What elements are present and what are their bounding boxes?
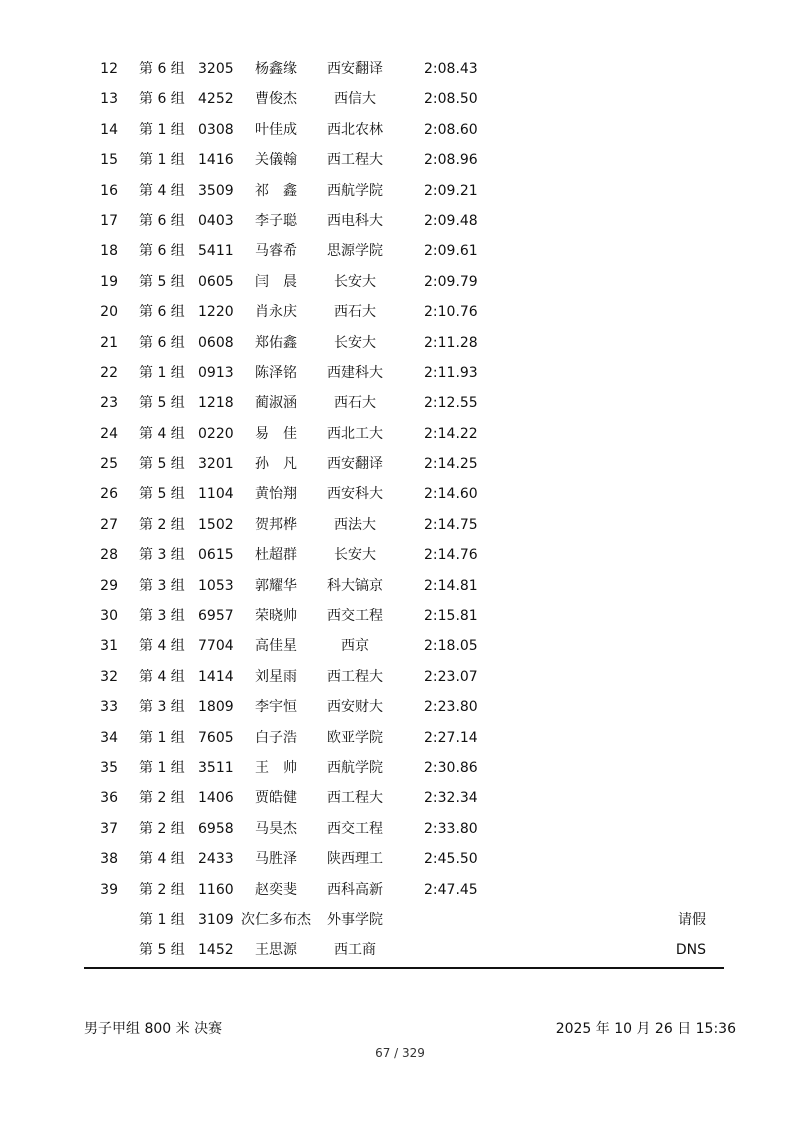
group-cell: 第 4 组	[139, 851, 185, 868]
unit-cell: 西工程大	[327, 152, 383, 169]
name-cell: 杨鑫缘	[255, 61, 297, 77]
table-row	[0, 601, 800, 631]
table-row	[0, 814, 800, 844]
table-row	[0, 723, 800, 753]
group-cell: 第 1 组	[139, 364, 185, 381]
name-cell: 叶佳成	[255, 121, 297, 138]
name-cell: 黄怡翔	[255, 486, 297, 503]
rank-cell: 25	[100, 456, 118, 473]
unit-cell: 欧亚学院	[327, 729, 383, 746]
bib-cell: 1809	[198, 699, 234, 716]
rank-cell: 14	[100, 121, 118, 138]
group-cell: 第 6 组	[139, 61, 185, 77]
group-cell: 第 6 组	[139, 91, 185, 108]
table-row	[0, 692, 800, 722]
table-row	[0, 753, 800, 783]
rank-cell: 23	[100, 395, 118, 412]
unit-cell: 西安科大	[327, 486, 383, 503]
table-row	[0, 449, 800, 479]
bib-cell: 5411	[198, 243, 234, 260]
unit-cell: 西工程大	[327, 790, 383, 807]
table-row	[0, 297, 800, 327]
group-cell: 第 3 组	[139, 547, 185, 564]
unit-cell: 西电科大	[327, 212, 383, 229]
rank-cell: 27	[100, 516, 118, 533]
unit-cell: 思源学院	[327, 243, 383, 260]
time-cell: 2:14.81	[424, 577, 478, 594]
unit-cell: 西北工大	[327, 425, 383, 442]
bib-cell: 7704	[198, 638, 234, 655]
group-cell: 第 6 组	[139, 243, 185, 260]
table-row	[0, 571, 800, 601]
table-row	[0, 479, 800, 509]
time-cell: 2:23.80	[424, 699, 478, 716]
name-cell: 赵奕斐	[255, 881, 297, 898]
bib-cell: 0605	[198, 273, 234, 290]
group-cell: 第 2 组	[139, 790, 185, 807]
time-cell: 2:08.60	[424, 121, 478, 138]
time-cell: 2:08.96	[424, 152, 478, 169]
name-cell: 马胜泽	[255, 851, 297, 868]
name-cell: 闫 晨	[255, 273, 297, 290]
time-cell: 2:12.55	[424, 395, 478, 412]
name-cell: 陈泽铭	[255, 364, 297, 381]
table-row	[0, 236, 800, 266]
group-cell: 第 5 组	[139, 942, 185, 959]
bib-cell: 3509	[198, 182, 234, 199]
bib-cell: 3511	[198, 759, 234, 776]
rank-cell: 33	[100, 699, 118, 716]
table-row	[0, 388, 800, 418]
group-cell: 第 1 组	[139, 121, 185, 138]
unit-cell: 西信大	[334, 91, 376, 108]
bib-cell: 3109	[198, 911, 234, 928]
unit-cell: 长安大	[334, 334, 376, 351]
bib-cell: 0913	[198, 364, 234, 381]
rank-cell: 29	[100, 577, 118, 594]
bib-cell: 3205	[198, 61, 234, 77]
time-cell: 2:27.14	[424, 729, 478, 746]
rank-cell: 21	[100, 334, 118, 351]
group-cell: 第 3 组	[139, 577, 185, 594]
group-cell: 第 5 组	[139, 273, 185, 290]
time-cell: 2:14.75	[424, 516, 478, 533]
time-cell: 2:45.50	[424, 851, 478, 868]
name-cell: 李宇恒	[255, 699, 297, 716]
time-cell: 2:10.76	[424, 304, 478, 321]
table-row	[0, 844, 800, 874]
group-cell: 第 4 组	[139, 425, 185, 442]
table-row	[0, 176, 800, 206]
group-cell: 第 5 组	[139, 456, 185, 473]
group-cell: 第 1 组	[139, 729, 185, 746]
time-cell: 2:47.45	[424, 881, 478, 898]
name-cell: 王思源	[255, 942, 297, 959]
name-cell: 曹俊杰	[255, 91, 297, 108]
time-cell: 2:09.48	[424, 212, 478, 229]
name-cell: 易 佳	[255, 425, 297, 442]
time-cell: 2:11.28	[424, 334, 478, 351]
unit-cell: 长安大	[334, 273, 376, 290]
print-datetime: 2025 年 10 月 26 日 15:36	[555, 1021, 736, 1037]
bib-cell: 1416	[198, 152, 234, 169]
name-cell: 祁 鑫	[255, 182, 297, 199]
rank-cell: 20	[100, 304, 118, 321]
group-cell: 第 4 组	[139, 182, 185, 199]
time-cell: 2:11.93	[424, 364, 478, 381]
time-cell: 2:14.60	[424, 486, 478, 503]
unit-cell: 西安翻译	[327, 456, 383, 473]
unit-cell: 科大镐京	[327, 577, 383, 594]
table-row	[0, 206, 800, 236]
bib-cell: 1502	[198, 516, 234, 533]
time-cell: 2:14.76	[424, 547, 478, 564]
unit-cell: 西科高新	[327, 881, 383, 898]
rank-cell: 12	[100, 61, 118, 77]
table-row	[0, 935, 800, 965]
table-row	[0, 510, 800, 540]
name-cell: 杜超群	[255, 547, 297, 564]
time-cell: 2:14.25	[424, 456, 478, 473]
table-row	[0, 115, 800, 145]
name-cell: 次仁多布杰	[241, 911, 311, 928]
unit-cell: 西工商	[334, 942, 376, 959]
name-cell: 白子浩	[255, 729, 297, 746]
group-cell: 第 1 组	[139, 911, 185, 928]
group-cell: 第 6 组	[139, 334, 185, 351]
time-cell: 2:32.34	[424, 790, 478, 807]
bib-cell: 4252	[198, 91, 234, 108]
rank-cell: 39	[100, 881, 118, 898]
name-cell: 贾皓健	[255, 790, 297, 807]
unit-cell: 西法大	[334, 516, 376, 533]
bib-cell: 0608	[198, 334, 234, 351]
group-cell: 第 4 组	[139, 668, 185, 685]
results-table	[0, 54, 800, 966]
rank-cell: 38	[100, 851, 118, 868]
bib-cell: 0615	[198, 547, 234, 564]
rank-cell: 16	[100, 182, 118, 199]
time-cell: 2:08.50	[424, 91, 478, 108]
bib-cell: 1218	[198, 395, 234, 412]
table-row	[0, 540, 800, 570]
time-cell: 2:30.86	[424, 759, 478, 776]
group-cell: 第 6 组	[139, 212, 185, 229]
rank-cell: 31	[100, 638, 118, 655]
rank-cell: 37	[100, 820, 118, 837]
note-cell: DNS	[675, 942, 706, 959]
bib-cell: 7605	[198, 729, 234, 746]
unit-cell: 西航学院	[327, 759, 383, 776]
bib-cell: 6958	[198, 820, 234, 837]
table-row	[0, 84, 800, 114]
bib-cell: 3201	[198, 456, 234, 473]
table-bottom-rule	[84, 967, 724, 969]
unit-cell: 外事学院	[327, 911, 383, 928]
name-cell: 关儀翰	[255, 152, 297, 169]
name-cell: 李子聪	[255, 212, 297, 229]
unit-cell: 西京	[341, 638, 369, 655]
table-row	[0, 54, 800, 84]
table-row	[0, 328, 800, 358]
rank-cell: 30	[100, 608, 118, 625]
name-cell: 马昊杰	[255, 820, 297, 837]
name-cell: 荣晓帅	[255, 608, 297, 625]
page-number: 67 / 329	[375, 1046, 425, 1060]
bib-cell: 2433	[198, 851, 234, 868]
group-cell: 第 3 组	[139, 608, 185, 625]
bib-cell: 1160	[198, 881, 234, 898]
time-cell: 2:18.05	[424, 638, 478, 655]
unit-cell: 长安大	[334, 547, 376, 564]
table-row	[0, 875, 800, 905]
name-cell: 孙 凡	[255, 456, 297, 473]
rank-cell: 17	[100, 212, 118, 229]
bib-cell: 1104	[198, 486, 234, 503]
bib-cell: 1414	[198, 668, 234, 685]
time-cell: 2:14.22	[424, 425, 478, 442]
group-cell: 第 1 组	[139, 759, 185, 776]
table-row	[0, 419, 800, 449]
bib-cell: 1452	[198, 942, 234, 959]
table-row	[0, 267, 800, 297]
time-cell: 2:33.80	[424, 820, 478, 837]
table-row	[0, 905, 800, 935]
group-cell: 第 5 组	[139, 395, 185, 412]
rank-cell: 24	[100, 425, 118, 442]
table-row	[0, 631, 800, 661]
note-cell: 请假	[678, 911, 706, 928]
name-cell: 蔺淑涵	[255, 395, 297, 412]
unit-cell: 西北农林	[327, 121, 383, 138]
rank-cell: 26	[100, 486, 118, 503]
bib-cell: 0308	[198, 121, 234, 138]
time-cell: 2:23.07	[424, 668, 478, 685]
unit-cell: 西交工程	[327, 820, 383, 837]
rank-cell: 32	[100, 668, 118, 685]
rank-cell: 15	[100, 152, 118, 169]
table-row	[0, 662, 800, 692]
rank-cell: 35	[100, 759, 118, 776]
name-cell: 贺邦桦	[255, 516, 297, 533]
group-cell: 第 6 组	[139, 304, 185, 321]
group-cell: 第 4 组	[139, 638, 185, 655]
table-row	[0, 145, 800, 175]
table-row	[0, 358, 800, 388]
group-cell: 第 2 组	[139, 820, 185, 837]
unit-cell: 西石大	[334, 395, 376, 412]
name-cell: 高佳星	[255, 638, 297, 655]
rank-cell: 34	[100, 729, 118, 746]
rank-cell: 28	[100, 547, 118, 564]
unit-cell: 西工程大	[327, 668, 383, 685]
rank-cell: 19	[100, 273, 118, 290]
bib-cell: 1220	[198, 304, 234, 321]
name-cell: 刘星雨	[255, 668, 297, 685]
unit-cell: 西航学院	[327, 182, 383, 199]
group-cell: 第 1 组	[139, 152, 185, 169]
bib-cell: 1406	[198, 790, 234, 807]
table-row	[0, 783, 800, 813]
group-cell: 第 3 组	[139, 699, 185, 716]
group-cell: 第 2 组	[139, 881, 185, 898]
bib-cell: 6957	[198, 608, 234, 625]
unit-cell: 西安翻译	[327, 61, 383, 77]
time-cell: 2:08.43	[424, 61, 478, 77]
time-cell: 2:09.79	[424, 273, 478, 290]
group-cell: 第 5 组	[139, 486, 185, 503]
name-cell: 郭耀华	[255, 577, 297, 594]
unit-cell: 西安财大	[327, 699, 383, 716]
group-cell: 第 2 组	[139, 516, 185, 533]
rank-cell: 36	[100, 790, 118, 807]
time-cell: 2:15.81	[424, 608, 478, 625]
rank-cell: 13	[100, 91, 118, 108]
unit-cell: 西建科大	[327, 364, 383, 381]
name-cell: 马睿希	[255, 243, 297, 260]
bib-cell: 1053	[198, 577, 234, 594]
rank-cell: 18	[100, 243, 118, 260]
name-cell: 王 帅	[255, 759, 297, 776]
bib-cell: 0403	[198, 212, 234, 229]
unit-cell: 陕西理工	[327, 851, 383, 868]
name-cell: 郑佑鑫	[255, 334, 297, 351]
event-title: 男子甲组 800 米 决赛	[84, 1021, 223, 1037]
name-cell: 肖永庆	[255, 304, 297, 321]
time-cell: 2:09.61	[424, 243, 478, 260]
rank-cell: 22	[100, 364, 118, 381]
time-cell: 2:09.21	[424, 182, 478, 199]
unit-cell: 西石大	[334, 304, 376, 321]
unit-cell: 西交工程	[327, 608, 383, 625]
bib-cell: 0220	[198, 425, 234, 442]
